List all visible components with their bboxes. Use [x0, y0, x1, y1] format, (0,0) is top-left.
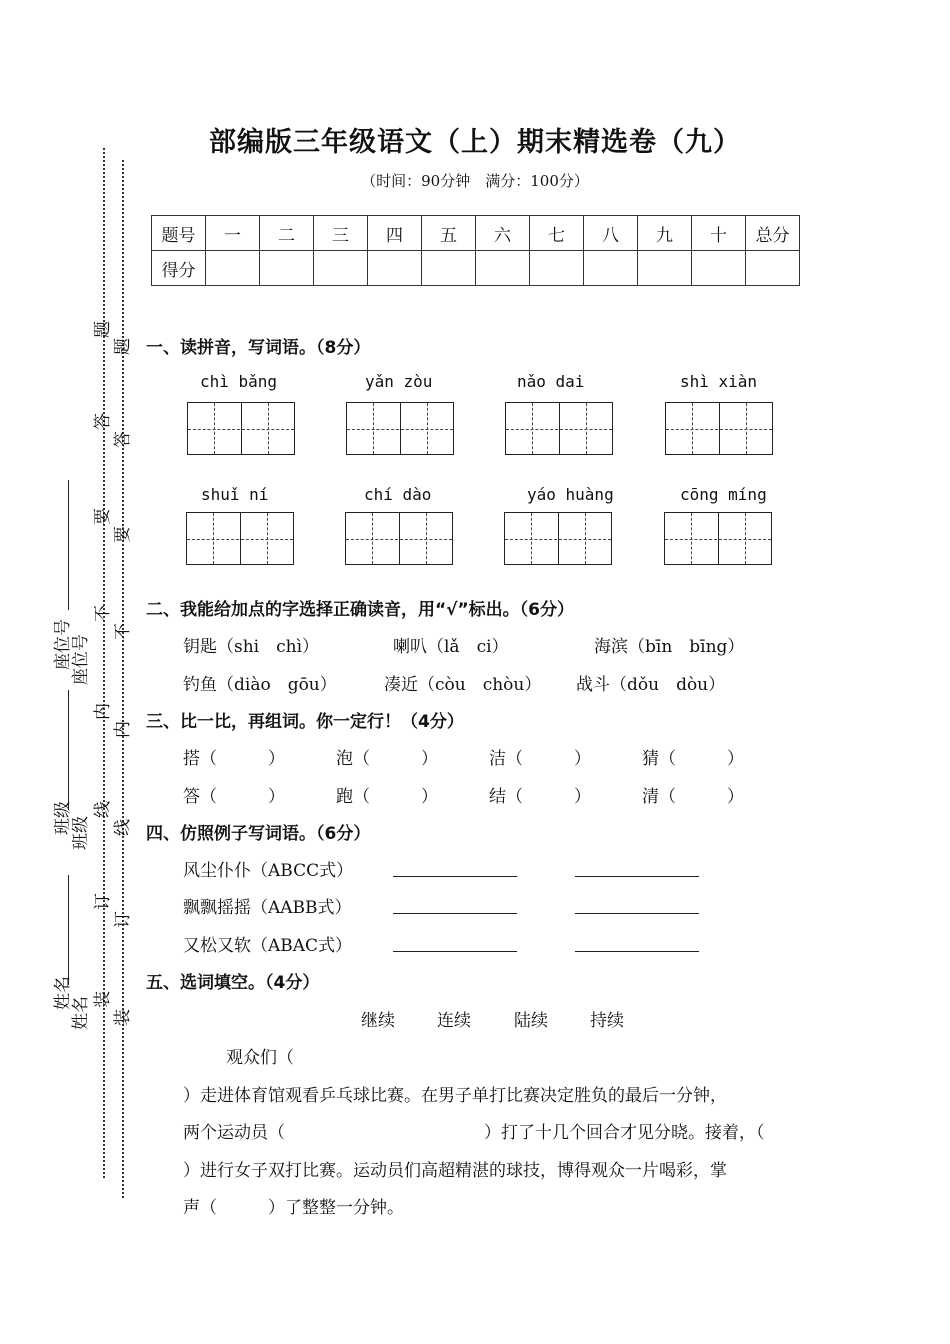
answer-blank[interactable] [393, 950, 517, 952]
tianzige-box[interactable] [665, 402, 773, 455]
warning-char-yao: 要 [93, 508, 113, 525]
score-cell[interactable] [638, 251, 692, 286]
compare-item[interactable]: 泡（ ） [336, 749, 438, 769]
pronunciation-item[interactable]: 凑近（còu chòu） [384, 675, 542, 695]
tianzige-box[interactable] [505, 402, 613, 455]
header-cell: 五 [422, 216, 476, 251]
tianzige-box[interactable] [346, 402, 454, 455]
class-underline [68, 690, 69, 810]
warning-char-yao-2: 要 [113, 526, 133, 543]
binding-dotted-line-inner [122, 160, 124, 1198]
compare-item[interactable]: 猜（ ） [642, 749, 744, 769]
header-cell: 七 [530, 216, 584, 251]
answer-blank[interactable] [575, 875, 699, 877]
word-choice: 连续 [437, 1011, 471, 1031]
seat-label: 座位号 [53, 619, 73, 670]
pinyin-label: yǎn zòu [365, 372, 433, 391]
compare-item[interactable]: 结（ ） [489, 787, 591, 807]
pinyin-label: chí dào [364, 485, 432, 504]
warning-char-da-2: 答 [113, 431, 133, 448]
warning-char-ding-2: 订 [113, 911, 133, 928]
compare-item[interactable]: 清（ ） [642, 787, 744, 807]
name-label-2: 姓名 [71, 996, 91, 1030]
pinyin-label: chì bǎng [200, 372, 278, 391]
section-3-heading: 三、比一比，再组词。你一定行！（4分） [146, 712, 464, 732]
class-label-2: 班级 [71, 816, 91, 850]
pinyin-label: cōng míng [680, 485, 767, 504]
section-4-heading: 四、仿照例子写词语。（6分） [146, 824, 371, 844]
tianzige-box[interactable] [186, 512, 294, 565]
tianzige-box[interactable] [664, 512, 772, 565]
warning-char-bu-2: 不 [113, 623, 133, 640]
warning-char-nei: 内 [93, 703, 113, 720]
score-cell[interactable] [476, 251, 530, 286]
row-label: 得分 [152, 251, 206, 286]
header-cell: 二 [260, 216, 314, 251]
example-word: 飘飘摇摇（AABB式） [183, 898, 352, 918]
word-choice: 陆续 [514, 1011, 548, 1031]
word-choice: 继续 [361, 1011, 395, 1031]
score-cell[interactable] [314, 251, 368, 286]
word-choice: 持续 [590, 1011, 624, 1031]
compare-item[interactable]: 搭（ ） [183, 749, 285, 769]
warning-char-ti-2: 题 [113, 338, 133, 355]
pronunciation-item[interactable]: 钓鱼（diào gōu） [183, 675, 337, 695]
pronunciation-item[interactable]: 钥匙（shi chì） [183, 637, 320, 657]
warning-char-zhuang-2: 装 [113, 1009, 133, 1026]
score-cell[interactable] [206, 251, 260, 286]
header-cell: 总分 [746, 216, 800, 251]
pinyin-label: nǎo dai [517, 372, 585, 391]
warning-char-xian: 线 [93, 801, 113, 818]
score-table-score-row [152, 251, 800, 286]
warning-char-nei-2: 内 [113, 721, 133, 738]
seat-underline [68, 480, 69, 610]
score-cell[interactable] [422, 251, 476, 286]
compare-item[interactable]: 跑（ ） [336, 787, 438, 807]
header-cell: 十 [692, 216, 746, 251]
name-label: 姓名 [53, 976, 73, 1010]
seat-label-2: 座位号 [71, 634, 91, 685]
pronunciation-item[interactable]: 海滨（bīn bīng） [594, 637, 745, 657]
score-cell[interactable] [368, 251, 422, 286]
page-title: 部编版三年级语文（上）期末精选卷（九） [209, 127, 741, 158]
answer-blank[interactable] [393, 875, 517, 877]
binding-dotted-line-outer [103, 148, 105, 1178]
header-cell: 八 [584, 216, 638, 251]
warning-char-ding: 订 [93, 893, 113, 910]
passage-line: ）打了十几个回合才见分晓。接着，（ [484, 1123, 765, 1143]
tianzige-box[interactable] [345, 512, 453, 565]
score-cell[interactable] [260, 251, 314, 286]
compare-item[interactable]: 洁（ ） [489, 749, 591, 769]
name-underline [68, 875, 69, 985]
warning-char-zhuang: 装 [93, 991, 113, 1008]
passage-line: ）走进体育馆观看乒乓球比赛。在男子单打比赛决定胜负的最后一分钟， [183, 1086, 727, 1106]
header-cell: 题号 [152, 216, 206, 251]
header-cell: 六 [476, 216, 530, 251]
warning-char-xian-2: 线 [113, 819, 133, 836]
warning-char-bu: 不 [93, 605, 113, 622]
header-cell: 四 [368, 216, 422, 251]
pronunciation-item[interactable]: 喇叭（lǎ ci） [393, 637, 509, 657]
answer-blank[interactable] [575, 912, 699, 914]
pinyin-label: shì xiàn [680, 372, 758, 391]
score-cell[interactable] [584, 251, 638, 286]
warning-char-da: 答 [93, 413, 113, 430]
header-cell: 一 [206, 216, 260, 251]
section-1-heading: 一、读拼音，写词语。（8分） [146, 338, 371, 358]
tianzige-box[interactable] [187, 402, 295, 455]
pinyin-label: shuǐ ní [201, 485, 269, 504]
score-table-header-row [152, 216, 800, 251]
pronunciation-item[interactable]: 战斗（dǒu dòu） [576, 675, 726, 695]
passage-line: 声（ ）了整整一分钟。 [183, 1198, 404, 1218]
pinyin-label: yáo huàng [527, 485, 614, 504]
header-cell: 三 [314, 216, 368, 251]
class-label: 班级 [53, 801, 73, 835]
passage-line: 观众们（ [226, 1048, 294, 1068]
section-5-heading: 五、选词填空。（4分） [146, 973, 320, 993]
example-word: 风尘仆仆（ABCC式） [183, 861, 354, 881]
score-cell[interactable] [530, 251, 584, 286]
score-table [151, 215, 800, 286]
compare-item[interactable]: 答（ ） [183, 787, 285, 807]
answer-blank[interactable] [393, 912, 517, 914]
passage-line: ）进行女子双打比赛。运动员们高超精湛的球技，博得观众一片喝彩，掌 [183, 1161, 727, 1181]
answer-blank[interactable] [575, 950, 699, 952]
tianzige-box[interactable] [504, 512, 612, 565]
header-cell: 九 [638, 216, 692, 251]
warning-char-ti: 题 [93, 321, 113, 338]
section-2-heading: 二、我能给加点的字选择正确读音，用“√”标出。（6分） [146, 600, 575, 620]
exam-info: （时间：90分钟 满分：100分） [361, 172, 589, 190]
score-cell[interactable] [746, 251, 800, 286]
passage-line: 两个运动员（ [183, 1123, 285, 1143]
example-word: 又松又软（ABAC式） [183, 936, 353, 956]
score-cell[interactable] [692, 251, 746, 286]
